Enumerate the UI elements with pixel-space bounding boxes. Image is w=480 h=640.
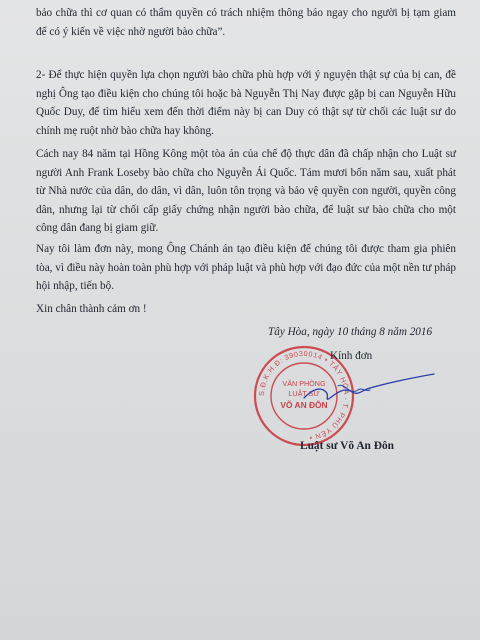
greeting-kinh-don: Kính đơn: [330, 350, 373, 362]
paragraph-petition: Nay tôi làm đơn này, mong Ông Chánh án tạo điều kiện để chúng tôi được tham gia phiên tòa, vì điều này hoàn toàn phù hợp với pháp luật và phù hợp với đạo đức của một nền tư pháp hội nhập, tiến bộ.: [36, 243, 456, 293]
paragraph-request-meeting: 2- Để thực hiện quyền lựa chọn người bào chữa phù hợp với ý nguyện thật sự của bị can, đề nghị Ông tạo điều kiện cho chúng tôi hoặc bà Nguyễn Thị Nay được gặp bị can Nguyễn Hữu Quốc Duy, để tìm hiểu xem đến thời điểm này bị can Duy có thật sự từ chối các luật sư do chính mẹ ruột nhờ bào chữa hay không.: [36, 69, 456, 137]
seal-ring-text: S.Đ.K.H.Đ: 39030014 • TÂY HÒA - T. PHÚ YÊN •: [256, 348, 352, 443]
paragraph-notification: bảo chữa thì cơ quan có thẩm quyền có trách nhiệm thông báo ngay cho người bị tạm giam để có ý kiến về việc nhờ người bào chữa”.: [36, 7, 456, 38]
seal-line-2: LUẬT SƯ: [288, 389, 320, 398]
signer-name: Luật sư Võ An Đôn: [300, 440, 394, 452]
closing-thanks: Xin chân thành cảm ơn !: [36, 303, 147, 315]
date-line: Tây Hòa, ngày 10 tháng 8 năm 2016: [268, 326, 433, 338]
seal-line-1: VĂN PHÒNG: [282, 379, 326, 388]
handwritten-signature: [300, 368, 440, 408]
seal-line-3: VÕ AN ĐÔN: [280, 400, 328, 410]
paragraph-historical-reference: Cách nay 84 năm tại Hồng Kông một tòa án của chế độ thực dân đã chấp nhận cho Luật sư người Anh Frank Loseby bào chữa cho Nguyễn Ái Quốc. Tám mươi bốn năm sau, xuất phát từ Nhà nước của dân, do dân, vì dân, luôn tôn trọng và bảo vệ quyền con người, quyền công dân, nhưng lại từ chối cấp giấy chứng nhận người bào chữa, để luật sư bào chữa cho một công dân đang bị giam giữ.: [36, 148, 456, 235]
